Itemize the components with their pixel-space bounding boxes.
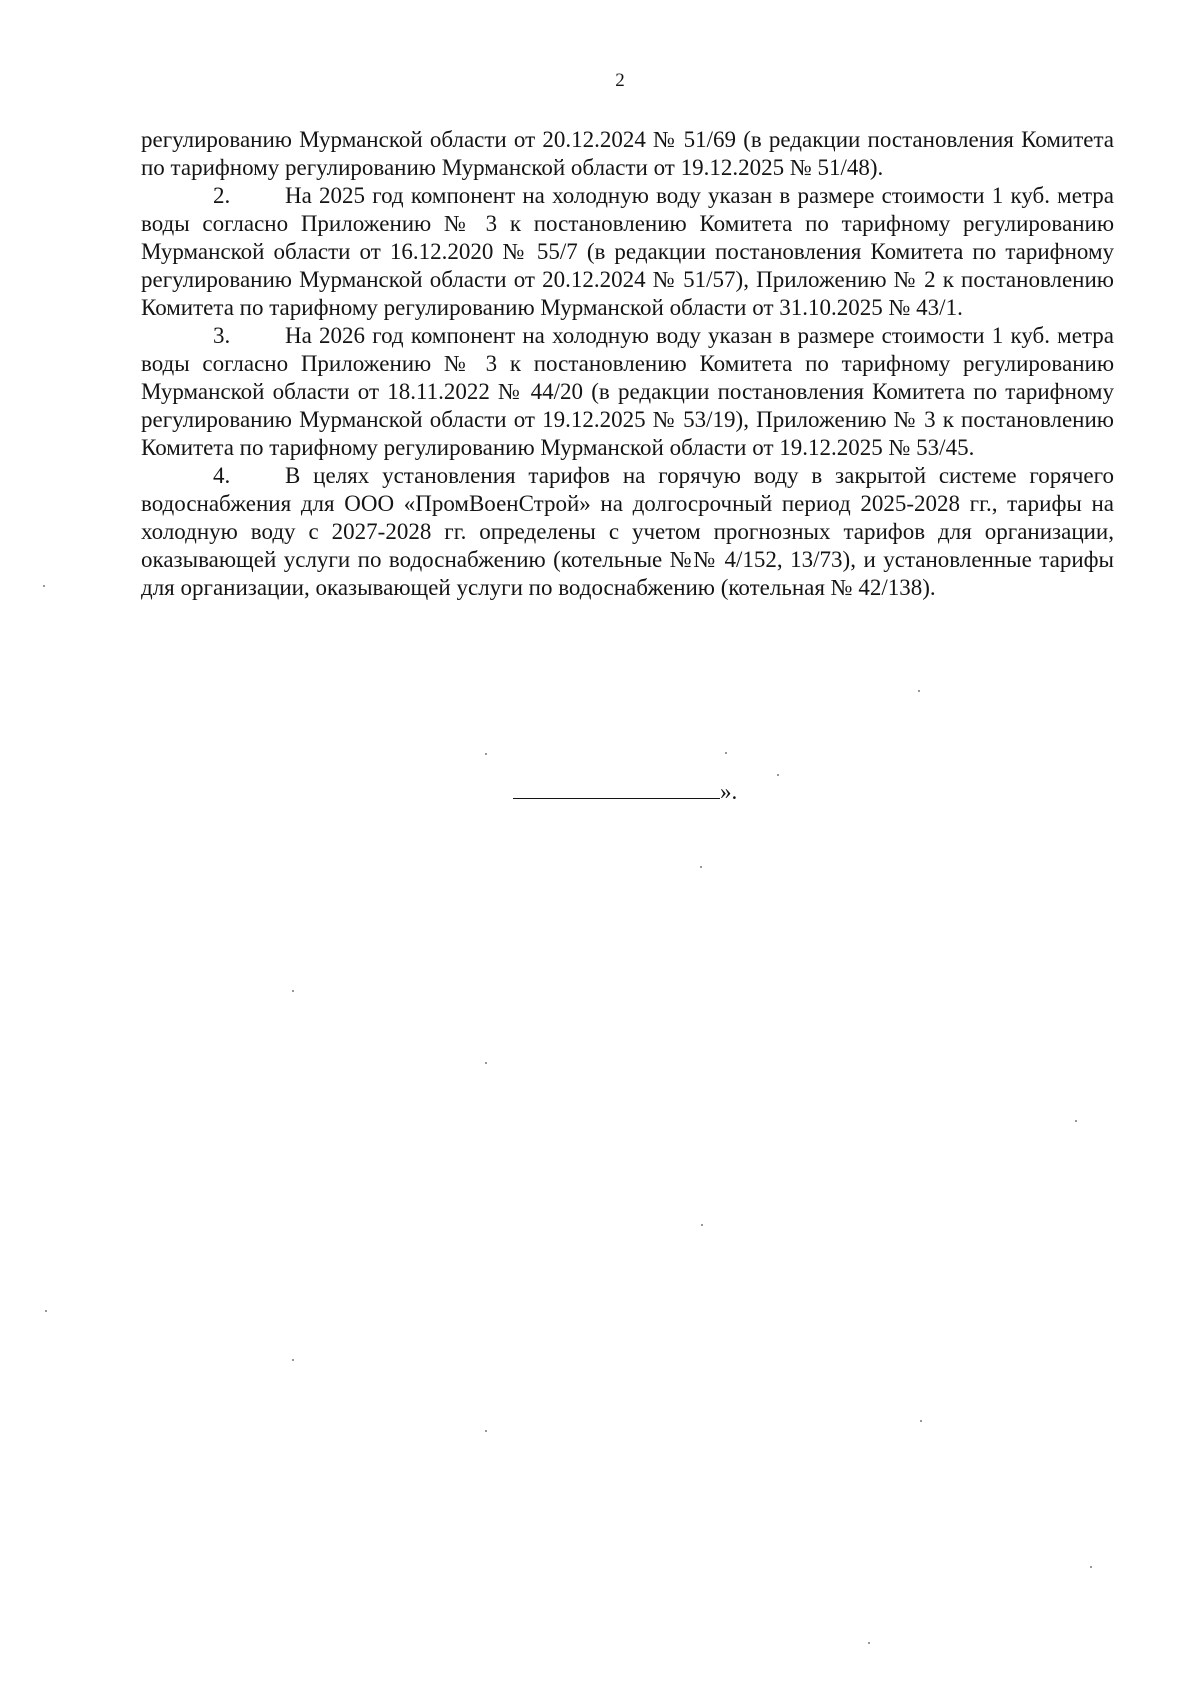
scan-speck: [700, 866, 702, 868]
paragraph-text: На 2026 год компонент на холодную воду указан в размере стоимости 1 куб. метра воды согласно Приложению № 3 к постановлению Комитета по тарифному регулированию Мурманской области от 18.11.2022 № 44/20 (в редакции постановления Комитета по тарифному регулированию Мурманской области от 19.12.2025 № 53/19), Приложению № 3 к постановлению Комитета по тарифному регулированию Мурманской области от 19.12.2025 № 53/45.: [141, 323, 1114, 460]
page-number: 2: [615, 70, 625, 91]
scan-speck: [485, 1430, 487, 1432]
scan-speck: [485, 1062, 487, 1064]
scan-speck: [43, 585, 45, 587]
paragraph-number: 4.: [213, 463, 231, 488]
scan-speck: [918, 690, 920, 692]
document-body: [141, 126, 1114, 602]
scan-speck: [1075, 1120, 1077, 1122]
scan-speck: [45, 1310, 47, 1312]
scan-speck: [1090, 1566, 1092, 1568]
scan-speck: [292, 990, 294, 992]
scan-speck: [777, 774, 779, 776]
numbered-paragraph-4: [141, 462, 1114, 602]
numbered-paragraph-2: [141, 182, 1114, 322]
scan-speck: [725, 752, 727, 754]
intro-paragraph: регулированию Мурманской области от 20.12.2024 № 51/69 (в редакции постановления Комитета по тарифному регулированию Мурманской области от 19.12.2025 № 51/48).: [141, 127, 1114, 180]
paragraph-text: На 2025 год компонент на холодную воду указан в размере стоимости 1 куб. метра воды согласно Приложению № 3 к постановлению Комитета по тарифному регулированию Мурманской области от 16.12.2020 № 55/7 (в редакции постановления Комитета по тарифному регулированию Мурманской области от 20.12.2024 № 51/57), Приложению № 2 к постановлению Комитета по тарифному регулированию Мурманской области от 31.10.2025 № 43/1.: [141, 183, 1114, 320]
closing-line: [513, 777, 737, 806]
paragraph-number: 3.: [213, 323, 231, 348]
scan-speck: [868, 1642, 870, 1644]
paragraph-number: 2.: [213, 183, 231, 208]
scan-speck: [292, 1359, 294, 1361]
paragraph-text: В целях установления тарифов на горячую воду в закрытой системе горячего водоснабжения для ООО «ПромВоенСтрой» на долгосрочный период 2025-2028 гг., тарифы на холодную воду с 2027-2028 гг. определены с учетом прогнозных тарифов для организации, оказывающей услуги по водоснабжению (котельные №№ 4/152, 13/73), и установленные тарифы для организации, оказывающей услуги по водоснабжению (котельная № 42/138).: [141, 463, 1114, 600]
scan-speck: [701, 1224, 703, 1226]
numbered-paragraph-3: [141, 322, 1114, 462]
signature-underline: [513, 777, 720, 799]
closing-quote-mark: ».: [720, 779, 738, 804]
scan-speck: [485, 753, 487, 755]
scan-speck: [920, 1420, 922, 1422]
